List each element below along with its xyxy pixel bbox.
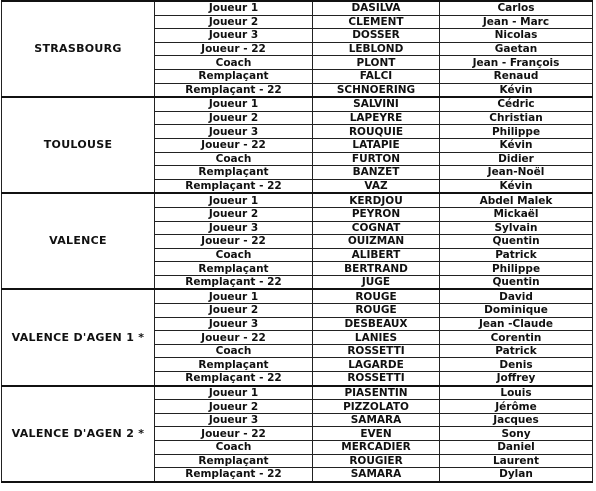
player-last-name: BERTRAND bbox=[313, 262, 440, 276]
player-last-name: PIASENTIN bbox=[313, 386, 440, 400]
player-first-name: Jean -Claude bbox=[440, 317, 593, 331]
table-row bbox=[2, 289, 593, 303]
player-first-name: Cédric bbox=[440, 97, 593, 111]
player-first-name: Sony bbox=[440, 427, 593, 441]
player-last-name: ROUGE bbox=[313, 289, 440, 303]
player-last-name: FALCI bbox=[313, 69, 440, 83]
player-role: Coach bbox=[155, 248, 313, 262]
player-last-name: CLEMENT bbox=[313, 15, 440, 29]
player-first-name: Jean - François bbox=[440, 56, 593, 70]
player-last-name: LAGARDE bbox=[313, 358, 440, 372]
player-last-name: SAMARA bbox=[313, 413, 440, 427]
player-first-name: Renaud bbox=[440, 69, 593, 83]
player-last-name: ROUQUIE bbox=[313, 125, 440, 139]
player-role: Joueur 1 bbox=[155, 1, 313, 15]
player-first-name: Jacques bbox=[440, 413, 593, 427]
player-first-name: Quentin bbox=[440, 235, 593, 249]
player-first-name: Kévin bbox=[440, 138, 593, 152]
player-last-name: LANIES bbox=[313, 331, 440, 345]
player-last-name: PIZZOLATO bbox=[313, 400, 440, 414]
player-last-name: MERCADIER bbox=[313, 441, 440, 455]
player-last-name: ROSSETTI bbox=[313, 344, 440, 358]
player-last-name: ALIBERT bbox=[313, 248, 440, 262]
player-role: Joueur 3 bbox=[155, 413, 313, 427]
player-last-name: LEBLOND bbox=[313, 42, 440, 56]
player-first-name: Patrick bbox=[440, 248, 593, 262]
player-role: Joueur 2 bbox=[155, 15, 313, 29]
player-last-name: EVEN bbox=[313, 427, 440, 441]
player-first-name: Philippe bbox=[440, 125, 593, 139]
player-first-name: Christian bbox=[440, 111, 593, 125]
player-first-name: Nicolas bbox=[440, 29, 593, 43]
team-name: VALENCE D'AGEN 1 * bbox=[2, 289, 155, 385]
player-first-name: Corentin bbox=[440, 331, 593, 345]
player-role: Remplaçant - 22 bbox=[155, 83, 313, 97]
player-role: Coach bbox=[155, 344, 313, 358]
player-role: Joueur 2 bbox=[155, 400, 313, 414]
player-role: Remplaçant - 22 bbox=[155, 372, 313, 386]
player-role: Remplaçant bbox=[155, 262, 313, 276]
player-last-name: BANZET bbox=[313, 166, 440, 180]
team-name: VALENCE bbox=[2, 193, 155, 289]
player-first-name: Denis bbox=[440, 358, 593, 372]
player-first-name: Patrick bbox=[440, 344, 593, 358]
player-role: Remplaçant - 22 bbox=[155, 275, 313, 289]
player-role: Joueur 1 bbox=[155, 289, 313, 303]
table-row bbox=[2, 386, 593, 400]
team-name: STRASBOURG bbox=[2, 1, 155, 97]
player-first-name: Abdel Malek bbox=[440, 193, 593, 207]
player-role: Joueur - 22 bbox=[155, 42, 313, 56]
table-row bbox=[2, 193, 593, 207]
player-first-name: David bbox=[440, 289, 593, 303]
player-first-name: Sylvain bbox=[440, 221, 593, 235]
player-last-name: LATAPIE bbox=[313, 138, 440, 152]
player-last-name: OUIZMAN bbox=[313, 235, 440, 249]
player-last-name: KERDJOU bbox=[313, 193, 440, 207]
player-first-name: Louis bbox=[440, 386, 593, 400]
player-first-name: Kévin bbox=[440, 179, 593, 193]
player-first-name: Daniel bbox=[440, 441, 593, 455]
player-last-name: FURTON bbox=[313, 152, 440, 166]
player-first-name: Mickaël bbox=[440, 207, 593, 221]
player-role: Joueur 2 bbox=[155, 304, 313, 318]
player-first-name: Quentin bbox=[440, 275, 593, 289]
player-role: Joueur 3 bbox=[155, 317, 313, 331]
player-last-name: PLONT bbox=[313, 56, 440, 70]
player-role: Remplaçant - 22 bbox=[155, 468, 313, 482]
player-last-name: LAPEYRE bbox=[313, 111, 440, 125]
player-first-name: Jean - Marc bbox=[440, 15, 593, 29]
player-first-name: Jean-Noël bbox=[440, 166, 593, 180]
player-last-name: COGNAT bbox=[313, 221, 440, 235]
player-last-name: ROUGIER bbox=[313, 454, 440, 468]
player-first-name: Philippe bbox=[440, 262, 593, 276]
player-first-name: Kévin bbox=[440, 83, 593, 97]
player-last-name: PEYRON bbox=[313, 207, 440, 221]
player-role: Coach bbox=[155, 152, 313, 166]
player-first-name: Laurent bbox=[440, 454, 593, 468]
player-last-name: VAZ bbox=[313, 179, 440, 193]
player-role: Joueur 2 bbox=[155, 207, 313, 221]
player-role: Remplaçant bbox=[155, 69, 313, 83]
player-role: Joueur 3 bbox=[155, 221, 313, 235]
team-name: VALENCE D'AGEN 2 * bbox=[2, 386, 155, 482]
player-first-name: Carlos bbox=[440, 1, 593, 15]
player-role: Joueur - 22 bbox=[155, 138, 313, 152]
player-role: Joueur - 22 bbox=[155, 235, 313, 249]
player-last-name: SAMARA bbox=[313, 468, 440, 482]
player-first-name: Didier bbox=[440, 152, 593, 166]
team-name: TOULOUSE bbox=[2, 97, 155, 193]
player-role: Joueur - 22 bbox=[155, 427, 313, 441]
player-role: Coach bbox=[155, 56, 313, 70]
player-last-name: DESBEAUX bbox=[313, 317, 440, 331]
player-role: Joueur 3 bbox=[155, 125, 313, 139]
player-last-name: DOSSER bbox=[313, 29, 440, 43]
player-role: Remplaçant bbox=[155, 454, 313, 468]
player-role: Remplaçant - 22 bbox=[155, 179, 313, 193]
player-role: Joueur 1 bbox=[155, 97, 313, 111]
player-role: Joueur 3 bbox=[155, 29, 313, 43]
roster-body bbox=[2, 1, 593, 482]
player-first-name: Dominique bbox=[440, 304, 593, 318]
player-last-name: SCHNOERING bbox=[313, 83, 440, 97]
player-last-name: ROUGE bbox=[313, 304, 440, 318]
table-row bbox=[2, 1, 593, 15]
player-role: Remplaçant bbox=[155, 166, 313, 180]
player-role: Joueur 1 bbox=[155, 386, 313, 400]
player-last-name: ROSSETTI bbox=[313, 372, 440, 386]
player-last-name: DASILVA bbox=[313, 1, 440, 15]
player-first-name: Jérôme bbox=[440, 400, 593, 414]
player-first-name: Joffrey bbox=[440, 372, 593, 386]
player-first-name: Gaetan bbox=[440, 42, 593, 56]
player-last-name: SALVINI bbox=[313, 97, 440, 111]
table-row bbox=[2, 97, 593, 111]
player-role: Remplaçant bbox=[155, 358, 313, 372]
player-first-name: Dylan bbox=[440, 468, 593, 482]
player-role: Joueur 1 bbox=[155, 193, 313, 207]
player-role: Joueur 2 bbox=[155, 111, 313, 125]
player-last-name: JUGE bbox=[313, 275, 440, 289]
team-roster-table bbox=[1, 0, 593, 483]
player-role: Joueur - 22 bbox=[155, 331, 313, 345]
player-role: Coach bbox=[155, 441, 313, 455]
